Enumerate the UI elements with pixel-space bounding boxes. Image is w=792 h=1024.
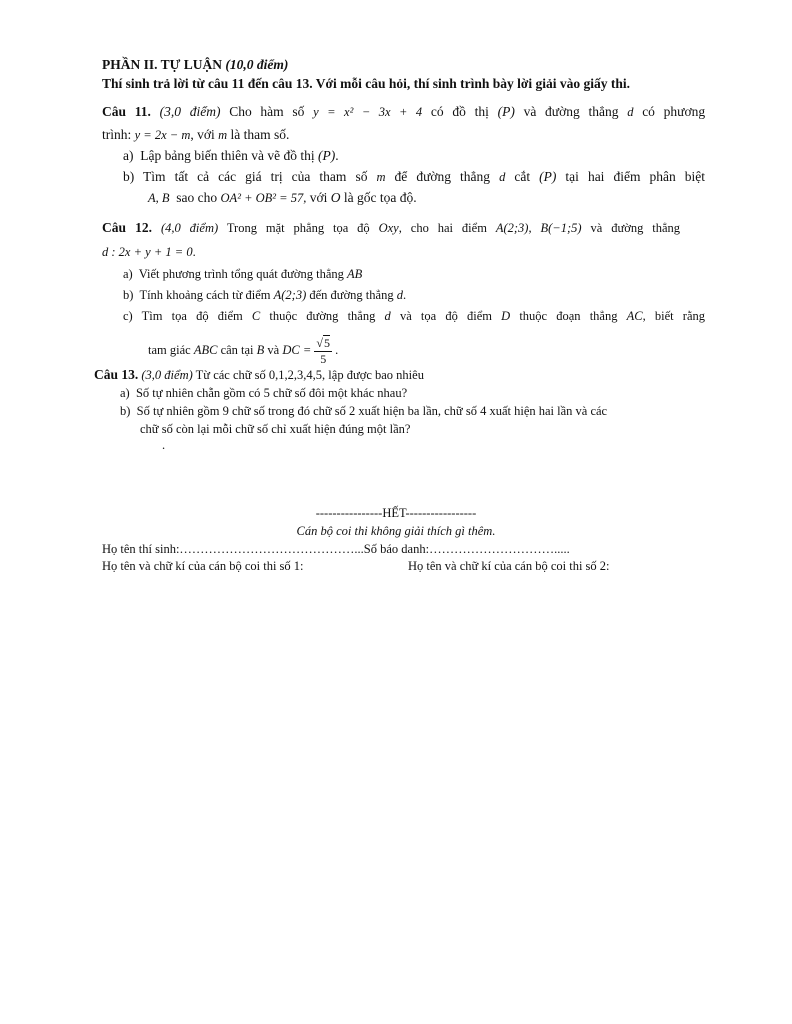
q11-b-line-name: d (499, 170, 506, 184)
q12-c-text: cân tại (220, 343, 254, 357)
q12-c-line: d (384, 309, 391, 323)
q13-part-b-line-2: chữ số còn lại mỗi chữ số chỉ xuất hiện đúng một lần? (140, 422, 411, 436)
section-title-line (102, 56, 288, 74)
q12-c-end: . (335, 343, 339, 357)
q11-function: y = x² − 3x + 4 (313, 105, 423, 119)
q12-c-text: tam giác (148, 343, 191, 357)
q12-text: , cho hai điểm (398, 221, 487, 235)
q11-param: m (218, 128, 228, 142)
invigilator-2: Họ tên và chữ kí của cán bộ coi thi số 2: (408, 559, 610, 573)
q11-text: , với (190, 127, 215, 142)
q11-b-origin: O (330, 190, 341, 205)
q11-text: có đồ thị (430, 104, 489, 119)
q12-b-label: b) (123, 288, 134, 302)
q11-line-1 (102, 103, 705, 121)
q12-c-point-d: D (501, 309, 511, 323)
q11-text: và đường thẳng (523, 104, 619, 119)
q13-a-number: 5 (263, 386, 270, 400)
q11-a-graph: (P) (317, 148, 336, 163)
q12-c-text: và tọa độ điểm (399, 309, 492, 323)
end-mark (0, 504, 792, 522)
q12-c-point-c: C (251, 309, 261, 323)
q12-a-text: Viết phương trình tổng quát đường thẳng (138, 267, 344, 281)
q12-a-label: a) (123, 267, 133, 281)
q12-b-text: Tính khoảng cách từ điểm (139, 288, 271, 302)
q11-b-condition: OA² + OB² = 57, (220, 191, 307, 205)
q11-text: trình: (102, 127, 132, 142)
q12-c-segment: AC (626, 309, 643, 323)
q11-a-text: Lập bảng biến thiên và vẽ đồ thị (140, 148, 315, 163)
q12-line-equation: d : 2x + y + 1 = 0 (102, 245, 193, 259)
q11-b-graph: (P) (539, 169, 557, 184)
q11-text: có phương (642, 104, 706, 119)
q12-text: . (192, 245, 196, 259)
q12-line-2 (102, 243, 196, 261)
q13-part-a (120, 384, 407, 402)
q11-b-text: cắt (514, 169, 531, 184)
q11-line-equation: y = 2x − m (134, 128, 191, 142)
q11-b-text: tại hai điểm phân biệt (565, 169, 706, 184)
q11-a-label: a) (123, 148, 134, 163)
q12-points-ab: A(2;3), B(−1;5) (495, 221, 582, 235)
q12-c-text: và (267, 343, 280, 357)
q13-text: Từ các chữ số (195, 368, 266, 382)
q12-part-c-line-1 (123, 307, 705, 325)
q13-b-text: chữ số trong đó chữ số (232, 404, 346, 418)
q12-label: Câu 12. (102, 220, 153, 235)
q12-b-point: A(2;3) (273, 288, 307, 302)
q11-b-text: Tìm tất cả các giá trị của tham số (143, 169, 368, 184)
q12-b-line: d (396, 288, 403, 302)
q11-b-points: A, B (148, 191, 170, 205)
q11-b-text: sao cho (176, 190, 218, 205)
q12-part-b (123, 286, 406, 304)
stray-dot: . (162, 438, 166, 452)
q11-b-text: là gốc tọa độ. (343, 190, 417, 205)
q11-b-param: m (376, 170, 386, 184)
sqrt-icon: √ (316, 336, 324, 351)
q12-c-triangle: ABC (193, 343, 218, 357)
q12-c-text: thuộc đoạn thẳng (519, 309, 618, 323)
q12-part-a (123, 265, 362, 283)
q13-b-number: 2 (349, 404, 356, 418)
q11-b-text: với (309, 190, 328, 205)
q13-b-label: b) (120, 404, 131, 418)
q13-text: lập được bao nhiêu (328, 368, 424, 382)
q11-graph-name: (P) (497, 104, 515, 119)
q11-b-label: b) (123, 169, 135, 184)
q13-b-number: 9 (222, 404, 229, 418)
q12-text: Trong mặt phẳng tọa độ (226, 221, 370, 235)
q11-part-b-line-2 (148, 189, 417, 207)
q12-c-fraction (314, 335, 332, 367)
q13-b-number: 4 (480, 404, 487, 418)
q12-c-numerator: 5 (324, 336, 331, 351)
section-title: PHẦN II. TỰ LUẬN (102, 57, 223, 72)
section-points: (10,0 điểm) (225, 57, 289, 72)
q11-part-a (123, 147, 339, 165)
q12-coord-system: Oxy (378, 221, 399, 235)
q12-a-line: AB (347, 267, 363, 281)
q12-c-label: c) (123, 309, 133, 323)
q12-c-text: Tìm tọa độ điểm (141, 309, 243, 323)
q13-digits: 0,1,2,3,4,5, (268, 368, 326, 382)
q11-points: (3,0 điểm) (159, 104, 221, 119)
q12-line-1 (102, 219, 680, 237)
end-mark-text: ----------------HẾT----------------- (315, 506, 477, 520)
q13-a-text: Số tự nhiên chẵn gồm có (135, 386, 261, 400)
q12-text: và đường thẳng (590, 221, 681, 235)
q13-b-text: xuất hiện hai lần và các (489, 404, 608, 418)
q11-line-2 (102, 126, 289, 144)
q12-c-text: thuộc đường thẳng (269, 309, 376, 323)
q11-part-b-line-1 (123, 168, 705, 186)
q13-points: (3,0 điểm) (141, 368, 193, 382)
q13-b-text: Số tự nhiên gồm (136, 404, 220, 418)
q11-text: là tham số. (230, 127, 290, 142)
q12-points: (4,0 điểm) (160, 221, 219, 235)
q11-b-text: để đường thẳng (394, 169, 491, 184)
q12-b-text: đến đường thẳng (309, 288, 394, 302)
q12-c-point-b: B (256, 343, 265, 357)
q11-a-end: . (335, 148, 339, 163)
q12-c-text: , biết rằng (642, 309, 705, 323)
q13-line-1 (94, 366, 424, 384)
section-instruction: Thí sinh trả lời từ câu 11 đến câu 13. Với mỗi câu hỏi, thí sinh trình bày lời giải vào giấy thi. (102, 76, 630, 91)
q13-part-b-line-1 (120, 402, 607, 420)
invigilator-1: Họ tên và chữ kí của cán bộ coi thi số 1: (102, 559, 304, 573)
q12-part-c-line-2 (148, 332, 338, 368)
q11-line-name: d (627, 105, 634, 119)
q13-b-text: xuất hiện ba lần, chữ số (358, 404, 477, 418)
q12-b-end: . (402, 288, 407, 302)
footer-note: Cán bộ coi thi không giải thích gì thêm. (296, 524, 496, 538)
q13-a-text: chữ số đôi một khác nhau? (272, 386, 408, 400)
q11-label: Câu 11. (102, 104, 151, 119)
q13-label: Câu 13. (94, 367, 139, 382)
q13-a-label: a) (120, 386, 130, 400)
q12-c-distance: DC = (282, 343, 312, 357)
q11-text: Cho hàm số (229, 104, 305, 119)
candidate-line: Họ tên thí sinh:……………………………………...Số báo danh:…………………………..... (102, 542, 570, 556)
q12-c-denominator: 5 (320, 352, 327, 367)
